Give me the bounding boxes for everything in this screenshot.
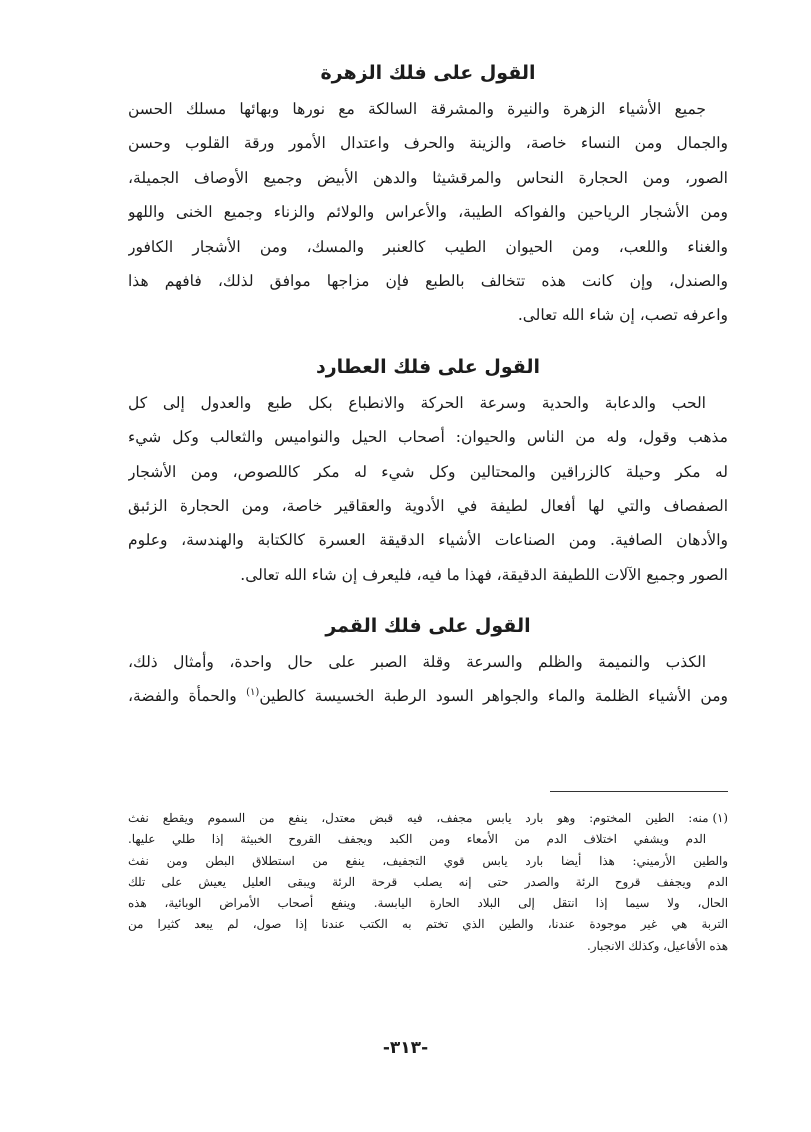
main-text [128,58,728,714]
text-line: الصور وجميع الآلات اللطيفة الدقيقة، فهذا ما فيه، فليعرف إن شاء الله تعالى. [240,565,728,584]
footnote-text: منه: الطين المختوم: وهو بارد يابس مجفف، فيه قبض معتدل، ينفع من السموم ويقطع نفث [128,811,709,825]
footnote-line: هذه الأفاعيل، وكذلك الانجبار. [587,938,728,953]
footnotes [128,808,728,957]
text-line: ومن الأشجار الرياحين والفواكه الطيبة، والأعراس والولائم والزناء وجميع الخنى واللهو [128,203,728,222]
text-line [128,679,728,713]
footnote-line: الدم ويشفي اختلاف الدم من الأمعاء ومن الكبد ويجفف القروح الخبيثة إذا طلي عليها. [128,832,706,847]
footnote-line: الدم ويجفف قروح الرئة والصدر حتى إنه يصلب قرحة الرئة ويبقى العليل يعيش على تلك [128,874,728,889]
text-line: الحب والدعابة والحدية وسرعة الحركة والانطباع بكل طبع والعدول إلى كل [128,393,706,412]
footnote-line: التربة هي غير موجودة عندنا، والطين الذي تختم به الكتب عندنا إذا صول، لم يبعد كثيرا من [128,917,728,932]
footnote-reference[interactable]: (١) [246,687,260,699]
text-line: واعرفه تصب، إن شاء الله تعالى. [517,306,728,325]
text-line: الصور، ومن الحجارة النحاس والمرقشيثا والدهن الأبيض وجميع الأوصاف الجميلة، [128,168,728,187]
text-line: جميع الأشياء الزهرة والنيرة والمشرقة السالكة مع نورها وبهائها مسلك الحسن [128,100,706,118]
section-body-venus [128,92,728,333]
text-fragment: والحمأة والفضة، [128,687,237,706]
text-fragment: ومن الأشياء الظلمة والماء والجواهر السود الرطبة الخسيسة كالطين [259,687,728,706]
section-body-moon [128,645,728,714]
text-line: له مكر وحيلة كالزراقين والمحتالين وكل شيء له مكر كاللصوص، ومن الأشجار [128,462,728,481]
footnote-line: والطين الأرميني: هذا أيضا بارد يابس قوي التجفيف، ينفع من استطلاق البطن ومن نفث [128,853,728,868]
text-line: والجمال ومن النساء خاصة، والزينة والحرف واعتدال الأمور ورقة القلوب وحسن [128,134,728,153]
section-heading-venus: القول على فلك الزهرة [320,62,536,84]
text-line: والغناء واللعب، ومن الحيوان الطيب كالعنبر والمسك، ومن الأشجار الكافور [128,237,728,256]
section-heading-mercury: القول على فلك العطارد [315,355,541,378]
text-line: الكذب والنميمة والظلم والسرعة وقلة الصبر على حال واحدة، وأمثال ذلك، [128,653,706,672]
text-line: الصفصاف والتي لها أفعال لطيفة في الأدوية والعقاقير خاصة، ومن الحجارة الزئبق [128,496,728,515]
section-heading-moon: القول على فلك القمر [325,615,531,638]
footnote-marker: (١) [712,811,728,825]
footnote-separator [550,791,728,792]
footnote-line: الحال، ولا سيما إذا انتقل إلى البلاد الحارة اليابسة. وينفع أصحاب الأمراض الوبائية، هذه [128,896,728,911]
text-line: والأدهان الصافية. ومن الصناعات الأشياء الدقيقة العسرة كالكتابة والهندسة، وعلوم [128,531,728,550]
text-line: مذهب وقول، وله من الناس والحيوان: أصحاب الحيل والنواميس والثعالب وكل شيء [128,428,728,447]
text-line: والصندل، وإن كانت هذه تتخالف بالطبع فإن مزاجها موافق لذلك، فافهم هذا [128,271,728,290]
footnote-line [128,808,728,829]
page-number: -٣١٣- [382,1038,429,1058]
section-body-mercury [128,386,728,592]
